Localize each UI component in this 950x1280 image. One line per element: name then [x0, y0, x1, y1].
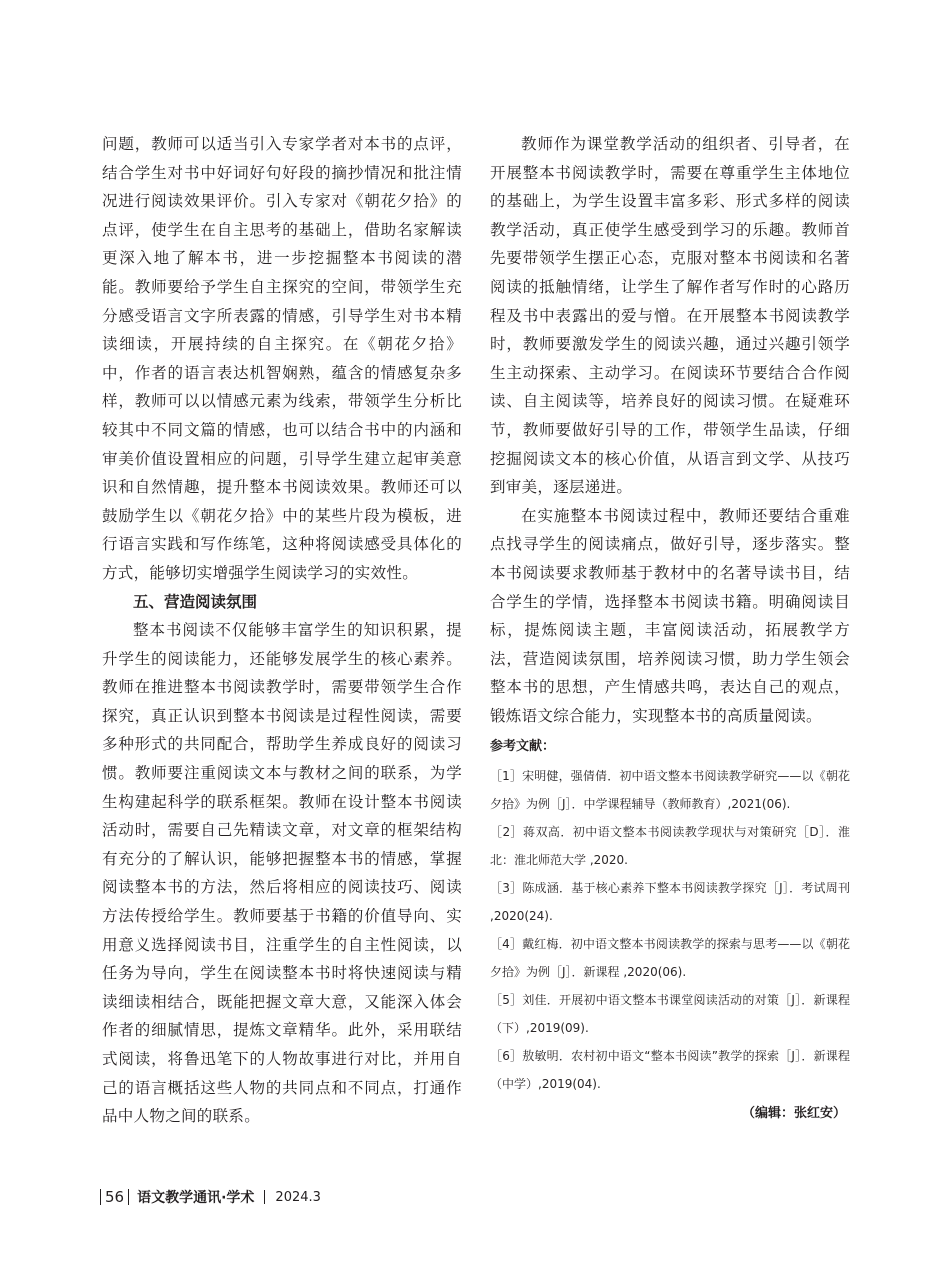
references-list	[490, 762, 850, 1098]
page-footer	[100, 1186, 321, 1208]
issue-label: 2024.3	[275, 1189, 321, 1205]
footer-divider	[264, 1190, 265, 1204]
page-number: 56	[105, 1188, 125, 1206]
right-column	[490, 130, 850, 1128]
page-number-bar	[128, 1189, 129, 1205]
left-column	[102, 130, 462, 1131]
reference-item: ［1］宋明健，强倩倩．初中语文整本书阅读教学研究——以《朝花夕拾》为例［J］．中学课程辅导（教师教育）,2021(06).	[490, 769, 850, 812]
section-heading: 五、营造阅读氛围	[133, 592, 258, 611]
body-paragraph: 在实施整本书阅读过程中，教师还要结合重难点找寻学生的阅读痛点，做好引导，逐步落实。整本书阅读要求教师基于教材中的名著导读书目，结合学生的学情，选择整本书阅读书籍。明确阅读目标，提炼阅读主题，丰富阅读活动，拓展教学方法，营造阅读氛围，培养阅读习惯，助力学生领会整本书的思想，产生情感共鸣，表达自己的观点，锻炼语文综合能力，实现整本书的高质量阅读。	[490, 506, 850, 725]
reference-item: ［6］敖敏明．农村初中语文“整本书阅读”教学的探索［J］．新课程（中学）,2019(04).	[490, 1049, 850, 1092]
reference-item: ［5］刘佳．开展初中语文整本书课堂阅读活动的对策［J］．新课程（下）,2019(09).	[490, 993, 850, 1036]
references-title: 参考文献：	[490, 739, 556, 755]
editor-credit: （编辑：张红安）	[741, 1106, 846, 1122]
reference-item: ［2］蒋双高．初中语文整本书阅读教学现状与对策研究［D］．淮北：淮北师范大学 ,2020.	[490, 825, 850, 868]
journal-name: 语文教学通讯·学术	[137, 1190, 255, 1206]
body-paragraph: 教师作为课堂教学活动的组织者、引导者，在开展整本书阅读教学时，需要在尊重学生主体地位的基础上，为学生设置丰富多彩、形式多样的阅读教学活动，真正使学生感受到学习的乐趣。教师首先要带领学生摆正心态，克服对整本书阅读和名著阅读的抵触情绪，让学生了解作者写作时的心路历程及书中表露出的爱与憎。在开展整本书阅读教学时，教师要激发学生的阅读兴趣，通过兴趣引领学生主动探索、主动学习。在阅读环节要结合合作阅读、自主阅读等，培养良好的阅读习惯。在疑难环节，教师要做好引导的工作，带领学生品读，仔细挖掘阅读文本的核心价值，从语言到文学、从技巧到审美，逐层递进。	[490, 135, 850, 497]
body-paragraph: 整本书阅读不仅能够丰富学生的知识积累，提升学生的阅读能力，还能够发展学生的核心素养。教师在推进整本书阅读教学时，需要带领学生合作探究，真正认识到整本书阅读是过程性阅读，需要多种形式的共同配合，帮助学生养成良好的阅读习惯。教师要注重阅读文本与教材之间的联系，为学生构建起科学的联系框架。教师在设计整本书阅读活动时，需要自己先精读文章，对文章的框架结构有充分的了解认识，能够把握整本书的情感，掌握阅读整本书的方法，然后将相应的阅读技巧、阅读方法传授给学生。教师要基于书籍的价值导向、实用意义选择阅读书目，注重学生的自主性阅读，以任务为导向，学生在阅读整本书时将快速阅读与精读细读相结合，既能把握文章大意，又能深入体会作者的细腻情思，提炼文章精华。此外，采用联结式阅读，将鲁迅笔下的人物故事进行对比，并用自己的语言概括这些人物的共同点和不同点，打通作品中人物之间的联系。	[102, 621, 462, 1126]
reference-item: ［4］戴红梅．初中语文整本书阅读教学的探索与思考——以《朝花夕拾》为例［J］．新课程 ,2020(06).	[490, 937, 850, 980]
reference-item: ［3］陈成涵．基于核心素养下整本书阅读教学探究［J］．考试周刊 ,2020(24).	[490, 881, 850, 924]
body-paragraph: 问题，教师可以适当引入专家学者对本书的点评，结合学生对书中好词好句好段的摘抄情况和批注情况进行阅读效果评价。引入专家对《朝花夕拾》的点评，使学生在自主思考的基础上，借助名家解读更深入地了解本书，进一步挖掘整本书阅读的潜能。教师要给予学生自主探究的空间，带领学生充分感受语言文字所表露的情感，引导学生对书本精读细读，开展持续的自主探究。在《朝花夕拾》中，作者的语言表达机智娴熟，蕴含的情感复杂多样，教师可以以情感元素为线索，带领学生分析比较其中不同文篇的情感，也可以结合书中的内涵和审美价值设置相应的问题，引导学生建立起审美意识和自然情趣，提升整本书阅读效果。教师还可以鼓励学生以《朝花夕拾》中的某些片段为模板，进行语言实践和写作练笔，这种将阅读感受具体化的方式，能够切实增强学生阅读学习的实效性。	[102, 135, 462, 582]
